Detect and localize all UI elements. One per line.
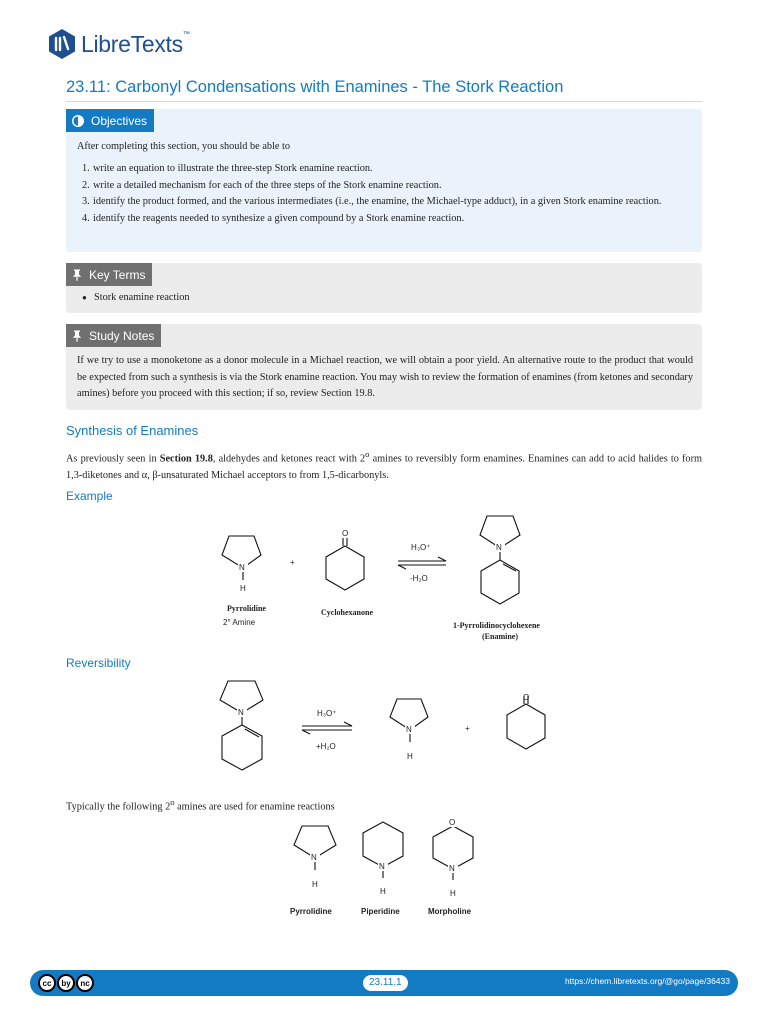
logo-text: LibreTexts™ — [81, 30, 190, 57]
study-notes-tab-label: Study Notes — [89, 328, 155, 343]
atom-label: H — [407, 752, 413, 761]
equilibrium-arrow — [398, 557, 446, 569]
atom-label: N — [379, 862, 385, 871]
product-name: 1-Pyrrolidinocyclohexene — [453, 621, 540, 630]
arrow-label-top: H₃O⁺ — [411, 543, 431, 552]
list-item: 4. identify the reagents needed to synthesize a given compound by a Stork enamine reaction. — [82, 212, 465, 224]
atom-label: O — [449, 818, 456, 827]
atom-label: N — [311, 853, 317, 862]
atom-label: H — [240, 584, 246, 593]
amine-pyrrolidine-structure — [294, 826, 336, 870]
atom-label: H — [450, 889, 456, 898]
plus-sign: + — [465, 724, 470, 733]
cc-icon: cc — [38, 974, 56, 992]
amine-label: Piperidine — [361, 907, 400, 916]
list-item: ● Stork enamine reaction — [82, 292, 190, 303]
list-item: 2. write a detailed mechanism for each of the three steps of the Stork enamine reaction. — [82, 179, 442, 191]
reversibility-enamine-structure — [220, 681, 263, 770]
arrow-label-bottom: +H₂O — [316, 742, 336, 751]
key-terms-tab-label: Key Terms — [89, 267, 146, 282]
synthesis-heading: Synthesis of Enamines — [66, 423, 199, 438]
license-badge[interactable] — [38, 974, 94, 992]
page-footer — [30, 970, 738, 996]
atom-label: N — [406, 725, 412, 734]
list-item: 3. identify the product formed, and the various intermediates (i.e., the enamine, the Michael-type adduct), in a given Stork enamine reaction. — [82, 196, 662, 207]
atom-label: H — [312, 880, 318, 889]
enamine-product-structure — [480, 516, 520, 604]
arrow-label-bottom: -H₂O — [410, 574, 428, 583]
study-notes-text: If we try to use a monoketone as a donor molecule in a Michael reaction, we will obtain a poor yield. An alternative route to the product that would be expected from such a synthesis is via the Stork enamine reaction. You may wish to review the formation of enamines (from ketones and secondary amines) before you proceed with this section; if so, review Section 19.8. — [77, 355, 693, 399]
arrow-label-top: H₃O⁺ — [317, 709, 337, 718]
reversibility-pyrrolidine-structure — [390, 699, 428, 742]
atom-label: N — [496, 543, 502, 552]
list-item: 1. write an equation to illustrate the three-step Stork enamine reaction. — [82, 163, 373, 174]
page-url[interactable]: https://chem.libretexts.org/@go/page/36433 — [564, 976, 730, 986]
cyclohexanone-structure — [326, 538, 364, 590]
reactant2-name: Cyclohexanone — [321, 608, 373, 617]
atom-label: H — [380, 887, 386, 896]
nc-icon: nc — [76, 974, 94, 992]
objectives-tab-label: Objectives — [91, 113, 148, 128]
reversibility-cyclohexanone-structure — [507, 696, 545, 749]
atom-label: O — [342, 529, 349, 538]
reactant1-name: Pyrrolidine — [227, 604, 266, 613]
product-class: (Enamine) — [482, 632, 518, 641]
reversibility-heading: Reversibility — [66, 656, 131, 670]
objectives-intro: After completing this section, you should be able to — [77, 141, 291, 152]
page-number: 23.11.1 — [363, 975, 408, 991]
amines-paragraph: Typically the following 2$^o$ amines are used for enamine reactions — [66, 797, 335, 813]
reactant1-class: 2° Amine — [223, 618, 256, 627]
section-link: Section 19.8 — [159, 453, 213, 465]
plus-sign: + — [290, 558, 295, 567]
page-title: 23.11: Carbonyl Condensations with Enamines - The Stork Reaction — [66, 78, 564, 96]
atom-label: N — [238, 708, 244, 717]
pyrrolidine-structure — [222, 536, 261, 580]
reversibility-arrow — [302, 722, 352, 734]
example-heading: Example — [66, 489, 113, 503]
amine-label: Pyrrolidine — [290, 907, 332, 916]
atom-label: N — [239, 563, 245, 572]
atom-label: O — [523, 693, 530, 702]
amine-label: Morpholine — [428, 907, 472, 916]
atom-label: N — [449, 864, 455, 873]
by-icon: by — [57, 974, 75, 992]
synthesis-paragraph: As previously seen in Section 19.8, aldehydes and ketones react with 2$^o$ amines to reversibly form enamines. Enamines can add to acid halides to form 1,3-diketones and α, β-unsaturated Michael acceptors to from 1,5-dicarbonyls. — [66, 449, 703, 481]
